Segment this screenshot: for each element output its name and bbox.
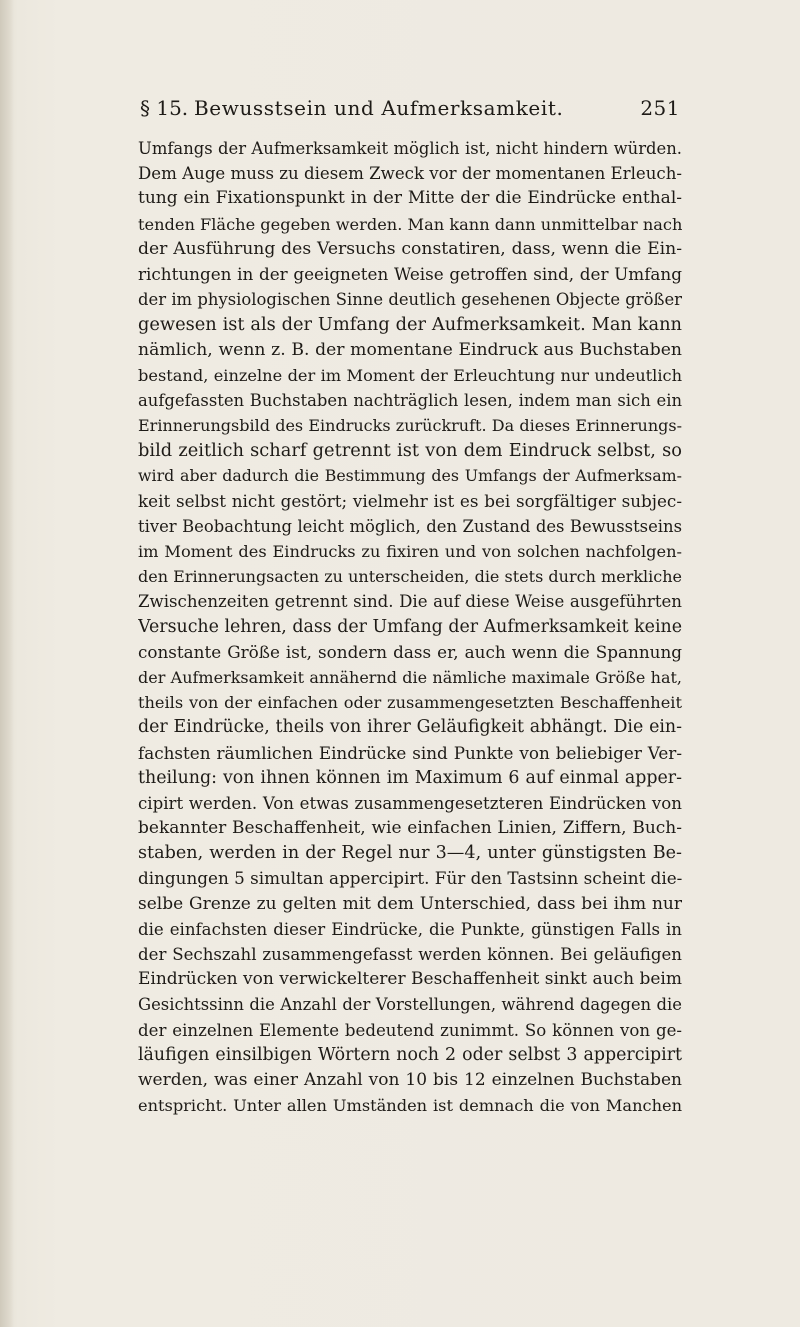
text-line: bekannter Beschaffenheit, wie einfachen Linien, Ziffern, Buch- [138, 818, 682, 839]
text-line: der Ausführung des Versuchs constatiren, dass, wenn die Ein- [138, 238, 682, 259]
text-line: Zwischenzeiten getrennt sind. Die auf diese Weise ausgeführten [138, 592, 682, 612]
text-line: nämlich, wenn z. B. der momentane Eindruck aus Buchstaben [138, 339, 682, 360]
text-line: wird aber dadurch die Bestimmung des Umfangs der Aufmerksam- [138, 466, 682, 486]
text-line: cipirt werden. Von etwas zusammengesetzteren Eindrücken von [138, 793, 682, 813]
body-text [138, 136, 682, 1118]
running-header [140, 96, 680, 128]
text-line: der Aufmerksamkeit annähernd die nämliche maximale Größe hat, [138, 667, 682, 687]
page-binding-shadow [0, 0, 14, 1327]
text-line: tung ein Fixationspunkt in der Mitte der die Eindrücke enthal- [138, 188, 682, 209]
text-line: keit selbst nicht gestört; vielmehr ist es bei sorgfältiger subjec- [138, 490, 682, 511]
text-line: läufigen einsilbigen Wörtern noch 2 oder selbst 3 appercipirt [138, 1044, 682, 1065]
text-line: richtungen in der geeigneten Weise getroffen sind, der Umfang [138, 263, 682, 284]
text-line: Dem Auge muss zu diesem Zweck vor der momentanen Erleuch- [138, 164, 682, 184]
text-line: tiver Beobachtung leicht möglich, den Zustand des Bewusstseins [138, 516, 682, 536]
text-line: theils von der einfachen oder zusammengesetzten Beschaffenheit [138, 693, 682, 713]
text-line: entspricht. Unter allen Umständen ist demnach die von Manchen [138, 1096, 682, 1116]
text-line: der Sechszahl zusammengefasst werden können. Bei geläufigen [138, 945, 682, 964]
page-number: 251 [640, 96, 680, 120]
text-line: gewesen ist als der Umfang der Aufmerksamkeit. Man kann [138, 314, 682, 336]
text-line: Eindrücken von verwickelterer Beschaffenheit sinkt auch beim [138, 969, 682, 990]
text-line: selbe Grenze zu gelten mit dem Unterschied, dass bei ihm nur [138, 893, 682, 914]
text-line: theilung: von ihnen können im Maximum 6 auf einmal apper- [138, 767, 682, 788]
text-line: Erinnerungsbild des Eindrucks zurückruft. Da dieses Erinnerungs- [138, 416, 682, 436]
text-line: tenden Fläche gegeben werden. Man kann dann unmittelbar nach [138, 214, 682, 234]
text-line: der Eindrücke, theils von ihrer Geläufigkeit abhängt. Die ein- [138, 717, 682, 738]
text-line: werden, was einer Anzahl von 10 bis 12 einzelnen Buchstaben [138, 1069, 682, 1090]
text-line: im Moment des Eindrucks zu fixiren und von solchen nachfolgen- [138, 542, 682, 561]
text-line: der im physiologischen Sinne deutlich gesehenen Objecte größer [138, 290, 682, 310]
text-line: fachsten räumlichen Eindrücke sind Punkte von beliebiger Ver- [138, 742, 682, 763]
section-number: § 15. [140, 96, 189, 120]
text-line: aufgefassten Buchstaben nachträglich lesen, indem man sich ein [138, 390, 682, 410]
text-line: Gesichtssinn die Anzahl der Vorstellungen, während dagegen die [138, 995, 682, 1015]
text-line: Umfangs der Aufmerksamkeit möglich ist, nicht hindern würden. [138, 139, 682, 158]
text-line: constante Größe ist, sondern dass er, auch wenn die Spannung [138, 641, 682, 662]
text-line: dingungen 5 simultan appercipirt. Für den Tastsinn scheint die- [138, 868, 682, 889]
text-line: Versuche lehren, dass der Umfang der Aufmerksamkeit keine [138, 616, 682, 637]
chapter-title: Bewusstsein und Aufmerksamkeit. [194, 96, 564, 120]
text-line: staben, werden in der Regel nur 3—4, unter günstigsten Be- [138, 843, 682, 864]
text-line: bestand, einzelne der im Moment der Erleuchtung nur undeutlich [138, 365, 682, 385]
text-line: den Erinnerungsacten zu unterscheiden, die stets durch merkliche [138, 567, 682, 587]
text-line: die einfachsten dieser Eindrücke, die Punkte, günstigen Falls in [138, 919, 682, 939]
text-line: bild zeitlich scharf getrennt ist von dem Eindruck selbst, so [138, 440, 682, 462]
text-line: der einzelnen Elemente bedeutend zunimmt. So können von ge- [138, 1020, 682, 1040]
